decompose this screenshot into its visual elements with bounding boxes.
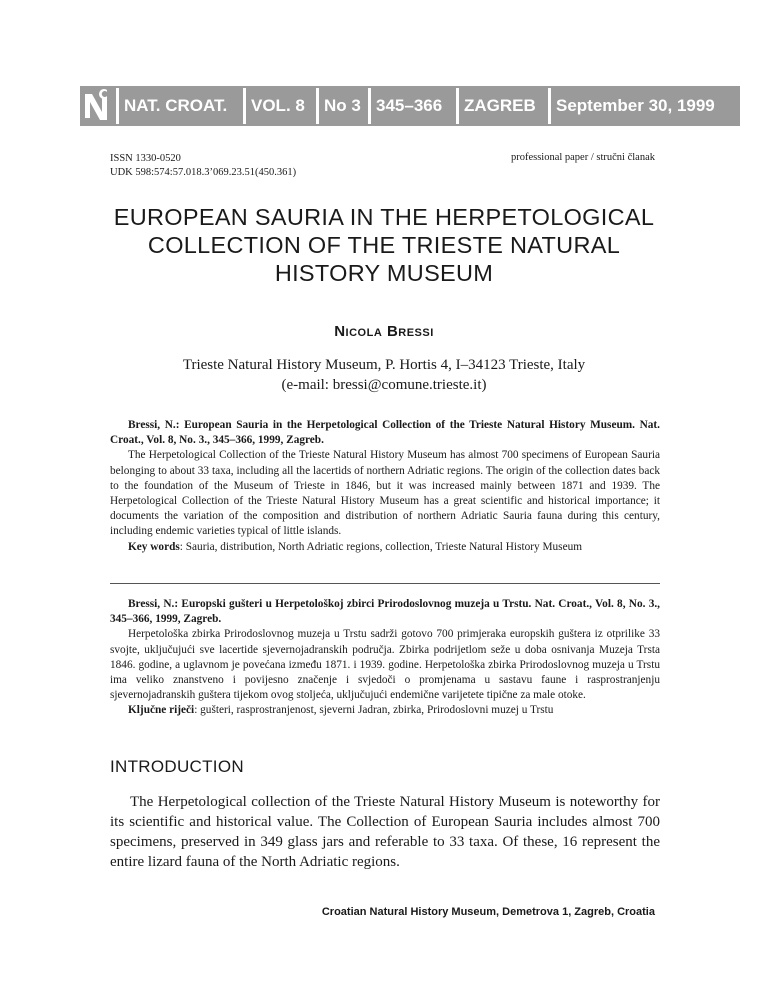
keywords-label: Ključne riječi bbox=[128, 704, 195, 717]
page-range: 345–366 bbox=[376, 96, 443, 115]
affiliation-address: Trieste Natural History Museum, P. Hortis 4, I–34123 Trieste, Italy bbox=[182, 357, 586, 373]
affiliation bbox=[0, 355, 768, 395]
header-separator bbox=[316, 88, 319, 124]
udk: UDK 598:574:57.018.3’069.23.51(450.361) bbox=[110, 167, 297, 178]
publisher-footer: Croatian Natural History Museum, Demetrova 1, Zagreb, Croatia bbox=[321, 906, 655, 918]
header-separator bbox=[548, 88, 551, 124]
section-heading: INTRODUCTION bbox=[110, 757, 244, 776]
abstract-english bbox=[110, 418, 660, 555]
title-line: HISTORY MUSEUM bbox=[274, 260, 494, 286]
abstract-text: Herpetološka zbirka Prirodoslovnog muzeja u Trstu sadrži gotovo 700 primjeraka europskih guštera iz otprilike 33 svojte, uključujući sve lacertide sjevernojadranskih područja. Zbirka podrijetlom seže u doba osnivanja Muzeja Trsta 1846. godine, a uglavnom je povećana između 1871. i 1939. godine. Herpetološka zbirka Prirodoslovnog muzeja u Trstu ima veliko znanstveno i povijesno značenje i svjedoči o promjenama u sastavu faune i rasprostranjenju sjevernojadranskih guštera tijekom ovog stoljeća, uključujući endemične varijetete tipične za male otoke. bbox=[110, 628, 660, 702]
paper-title bbox=[100, 203, 668, 287]
title-line: EUROPEAN SAURIA IN THE HERPETOLOGICAL bbox=[113, 204, 655, 230]
abstract-croatian bbox=[110, 597, 660, 719]
keywords-label: Key words bbox=[128, 540, 180, 553]
title-line: COLLECTION OF THE TRIESTE NATURAL bbox=[147, 232, 621, 258]
keywords bbox=[110, 540, 660, 555]
journal-header-banner bbox=[80, 86, 740, 126]
abstract-divider bbox=[110, 583, 660, 584]
issn: ISSN 1330-0520 bbox=[110, 153, 181, 164]
keywords-list: : Sauria, distribution, North Adriatic regions, collection, Trieste Natural History Museum bbox=[179, 540, 583, 553]
body-paragraph: The Herpetological collection of the Trieste Natural History Museum is noteworthy for its scientific and historical value. The Collection of European Sauria includes almost 700 specimens, preserved in 349 glass jars and referable to 33 taxa. Of these, 16 represent the entire lizard fauna of the North Adriatic regions. bbox=[110, 794, 660, 870]
keywords bbox=[110, 703, 660, 718]
city: ZAGREB bbox=[464, 96, 536, 115]
volume: VOL. 8 bbox=[251, 96, 305, 115]
journal-name: NAT. CROAT. bbox=[124, 96, 228, 115]
abstract-citation: Bressi, N.: European Sauria in the Herpetological Collection of the Trieste Natural History Museum. Nat. Croat., Vol. 8, No. 3., 345–366, 1999, Zagreb. bbox=[110, 419, 660, 447]
header-separator bbox=[116, 88, 119, 124]
publication-identifiers bbox=[110, 152, 296, 180]
header-separator bbox=[368, 88, 371, 124]
header-separator bbox=[243, 88, 246, 124]
issue-date: September 30, 1999 bbox=[556, 96, 715, 115]
nc-journal-logo-icon bbox=[80, 86, 116, 126]
issue-number: No 3 bbox=[324, 96, 361, 115]
affiliation-email: (e-mail: bressi@comune.trieste.it) bbox=[281, 377, 487, 393]
header-separator bbox=[456, 88, 459, 124]
abstract-text: The Herpetological Collection of the Trieste Natural History Museum has almost 700 specimens of European Sauria belonging to about 33 taxa, including all the lacertids of northern Adriatic regions. The origin of the collection dates back to the foundation of the Museum of Trieste in 1846, but it was increased mainly between 1871 and 1939. The Herpetological Collection of the Trieste Natural History Museum has a great scientific and historical importance; it documents the variation of the composition and distribution of northern Adriatic Sauria fauna during this century, including endemic varieties typical of little islands. bbox=[110, 449, 660, 538]
author-name: Nicola Bressi bbox=[334, 323, 434, 340]
paper-type: professional paper / stručni članak bbox=[510, 152, 655, 163]
abstract-citation: Bressi, N.: Europski gušteri u Herpetološkoj zbirci Prirodoslovnog muzeja u Trstu. Nat. Croat., Vol. 8, No. 3., 345–366, 1999, Zagreb. bbox=[110, 598, 660, 626]
keywords-list: : gušteri, rasprostranjenost, sjeverni Jadran, zbirka, Prirodoslovni muzej u Trstu bbox=[194, 704, 554, 717]
